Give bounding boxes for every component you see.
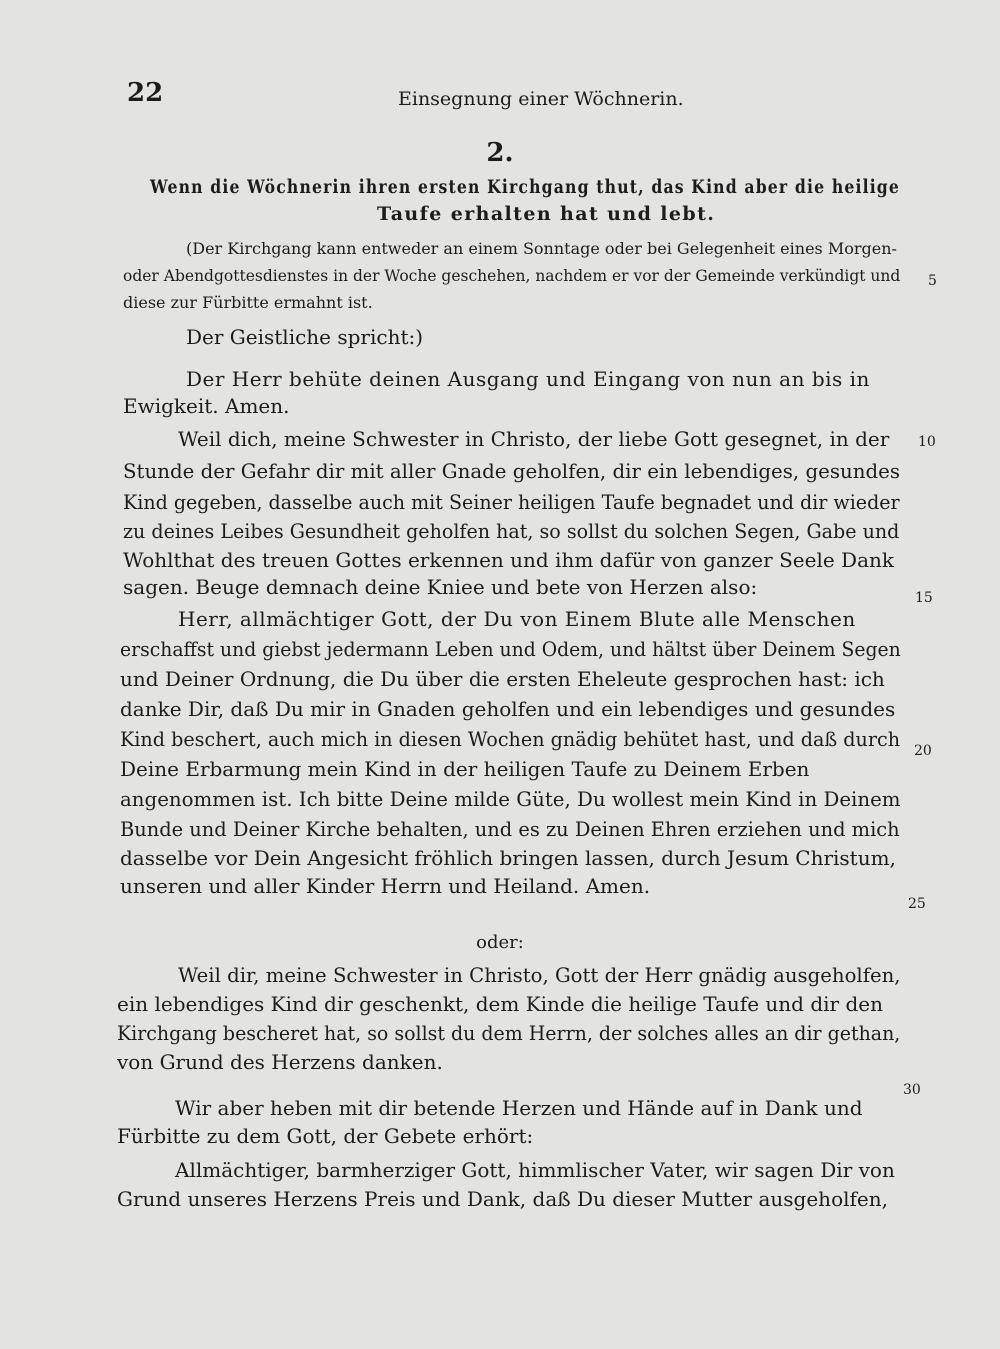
text-line: Kind gegeben, dasselbe auch mit Seiner heiligen Taufe begnadet und dir wieder — [123, 490, 900, 514]
section-title-line: Wenn die Wöchnerin ihren ersten Kirchgang thut, das Kind aber die heilige — [150, 176, 901, 198]
text-line: Weil dir, meine Schwester in Christo, Gott der Herr gnädig ausgeholfen, — [178, 963, 901, 987]
line-number: 30 — [903, 1082, 921, 1098]
text-line: Weil dich, meine Schwester in Christo, der liebe Gott gesegnet, in der — [178, 427, 890, 451]
text-line: Allmächtiger, barmherziger Gott, himmlischer Vater, wir sagen Dir von — [175, 1158, 895, 1182]
text-line: von Grund des Herzens danken. — [117, 1050, 443, 1074]
text-line: Bunde und Deiner Kirche behalten, und es zu Deinen Ehren erziehen und mich — [120, 817, 900, 841]
running-title: Einsegnung einer Wöchnerin. — [398, 88, 684, 110]
text-line: zu deines Leibes Gesundheit geholfen hat, so sollst du solchen Segen, Gabe und — [123, 519, 900, 543]
line-number: 15 — [915, 590, 933, 606]
text-line: und Deiner Ordnung, die Du über die ersten Eheleute gesprochen hast: ich — [120, 667, 885, 691]
text-line: ein lebendiges Kind dir geschenkt, dem Kinde die heilige Taufe und dir den — [117, 992, 883, 1016]
text-line: Stunde der Gefahr dir mit aller Gnade geholfen, dir ein lebendiges, gesundes — [123, 459, 900, 483]
line-number: 10 — [918, 434, 936, 450]
text-line: Deine Erbarmung mein Kind in der heiligen Taufe zu Deinem Erben — [120, 757, 810, 781]
text-line: Wir aber heben mit dir betende Herzen und Hände auf in Dank und — [175, 1096, 863, 1120]
rubric-line: oder Abendgottesdienstes in der Woche geschehen, nachdem er vor der Gemeinde verkündigt und — [123, 266, 901, 285]
text-line: sagen. Beuge demnach deine Kniee und bete von Herzen also: — [123, 575, 758, 599]
section-number: 2. — [486, 138, 514, 168]
text-line: angenommen ist. Ich bitte Deine milde Güte, Du wollest mein Kind in Deinem — [120, 787, 901, 811]
text-line: unseren und aller Kinder Herrn und Heiland. Amen. — [120, 874, 651, 898]
text-line: Herr, allmächtiger Gott, der Du von Einem Blute alle Menschen — [178, 607, 856, 631]
speaker-line: Der Geistliche spricht:) — [186, 325, 424, 349]
alternative-marker: oder: — [476, 932, 524, 953]
rubric-line: diese zur Fürbitte ermahnt ist. — [123, 293, 373, 312]
text-line: dasselbe vor Dein Angesicht fröhlich bringen lassen, durch Jesum Christum, — [120, 846, 896, 870]
text-line: danke Dir, daß Du mir in Gnaden geholfen und ein lebendiges und gesundes — [120, 697, 896, 721]
text-line: Ewigkeit. Amen. — [123, 394, 290, 418]
rubric-line: (Der Kirchgang kann entweder an einem Sonntage oder bei Gelegenheit eines Morgen- — [186, 239, 897, 258]
text-line: Fürbitte zu dem Gott, der Gebete erhört: — [117, 1124, 534, 1148]
section-title-line: Taufe erhalten hat und lebt. — [377, 203, 716, 225]
text-line: Grund unseres Herzens Preis und Dank, daß Du dieser Mutter ausgeholfen, — [117, 1187, 888, 1211]
line-number: 5 — [928, 273, 937, 289]
page-number: 22 — [127, 78, 164, 108]
line-number: 25 — [908, 896, 926, 912]
text-line: Kind beschert, auch mich in diesen Wochen gnädig behütet hast, und daß durch — [120, 727, 901, 751]
text-line: Der Herr behüte deinen Ausgang und Eingang von nun an bis in — [186, 367, 870, 391]
text-line: Kirchgang bescheret hat, so sollst du dem Herrn, der solches alles an dir gethan, — [117, 1021, 901, 1045]
line-number: 20 — [914, 743, 932, 759]
text-line: erschaffst und giebst jedermann Leben und Odem, und hältst über Deinem Segen — [120, 637, 901, 661]
text-line: Wohlthat des treuen Gottes erkennen und ihm dafür von ganzer Seele Dank — [123, 548, 894, 572]
